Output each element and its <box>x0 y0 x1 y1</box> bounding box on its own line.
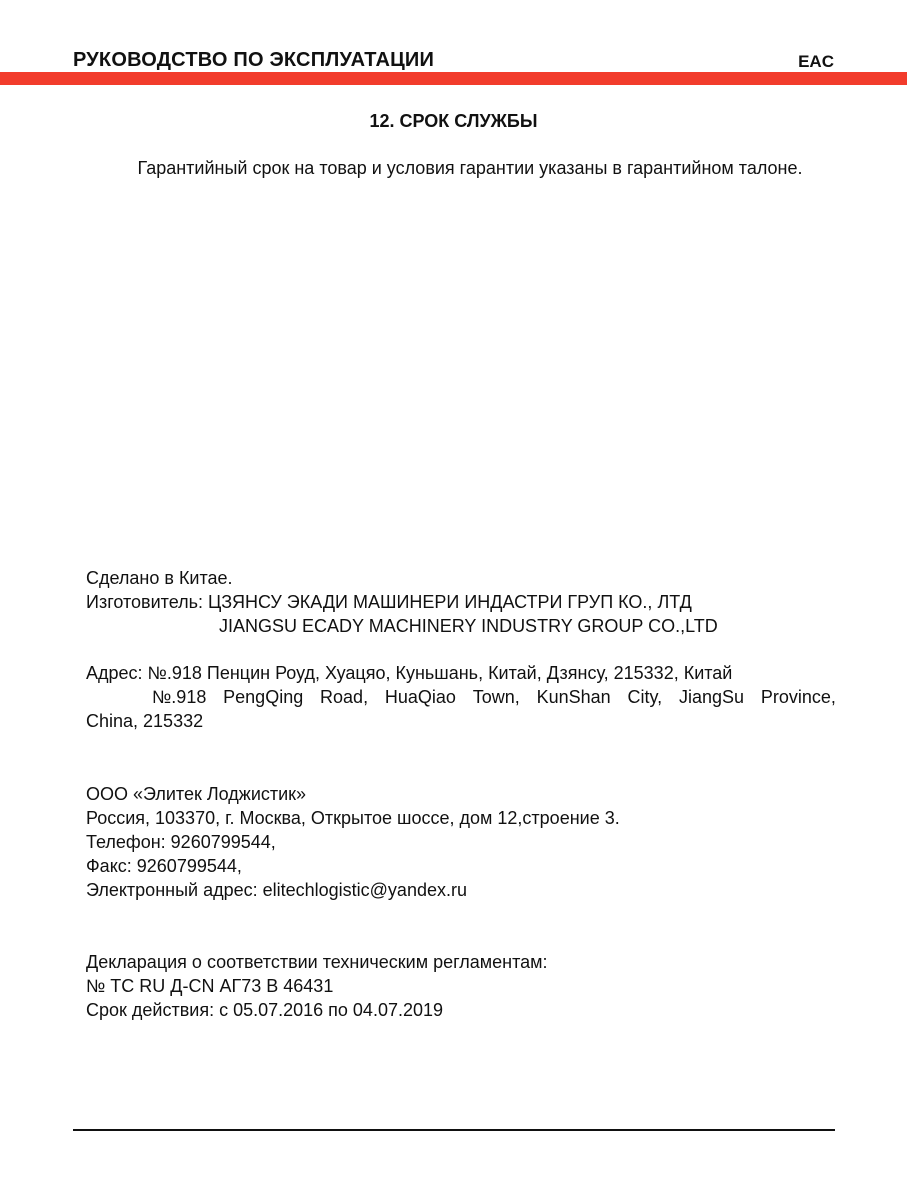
manufacturer-address-block <box>86 661 836 733</box>
declaration-block <box>86 950 836 1022</box>
address-en-word: Province, <box>760 687 836 707</box>
declaration-title: Декларация о соответствии техническим регламентам: <box>86 952 548 972</box>
made-in-text: Сделано в Китае. <box>86 568 233 588</box>
address-en-tail: China, 215332 <box>86 711 204 731</box>
document-title: РУКОВОДСТВО ПО ЭКСПЛУАТАЦИИ <box>73 49 435 71</box>
manufacturer-block <box>86 566 836 638</box>
address-en-word: HuaQiao <box>384 687 456 707</box>
footer-divider <box>73 1129 835 1131</box>
importer-email: Электронный адрес: elitechlogistic@yandex.ru <box>86 880 467 900</box>
importer-block <box>86 782 836 902</box>
address-en-word: KunShan <box>536 687 611 707</box>
address-ru: Адрес: №.918 Пенцин Роуд, Хуацяо, Куньшань, Китай, Дзянсу, 215332, Китай <box>86 663 733 683</box>
declaration-number: № ТС RU Д-CN АГ73 В 46431 <box>86 976 334 996</box>
importer-company: ООО «Элитек Лоджистик» <box>86 784 307 804</box>
declaration-validity: Срок действия: с 05.07.2016 по 04.07.2019 <box>86 1000 444 1020</box>
address-en-word: JiangSu <box>678 687 745 707</box>
importer-fax: Факс: 9260799544, <box>86 856 242 876</box>
section-title: 12. СРОК СЛУЖБЫ <box>369 111 538 131</box>
address-en <box>86 685 836 709</box>
address-en-word: Road, <box>320 687 369 707</box>
page-header <box>73 46 834 72</box>
address-en-word: №.918 <box>152 687 207 707</box>
importer-phone: Телефон: 9260799544, <box>86 832 276 852</box>
header-accent-bar <box>0 72 907 85</box>
warranty-text: Гарантийный срок на товар и условия гарантии указаны в гарантийном талоне. <box>137 158 803 178</box>
importer-address: Россия, 103370, г. Москва, Открытое шоссе, дом 12,строение 3. <box>86 808 620 828</box>
address-en-word: PengQing <box>223 687 304 707</box>
address-en-word: Town, <box>472 687 520 707</box>
eac-mark: EAC <box>798 52 834 71</box>
manufacturer-label: Изготовитель: ЦЗЯНСУ ЭКАДИ МАШИНЕРИ ИНДАСТРИ ГРУП КО., ЛТД <box>86 592 692 612</box>
manufacturer-name-en: JIANGSU ECADY MACHINERY INDUSTRY GROUP CO.,LTD <box>219 616 718 636</box>
address-en-word: City, <box>627 687 663 707</box>
